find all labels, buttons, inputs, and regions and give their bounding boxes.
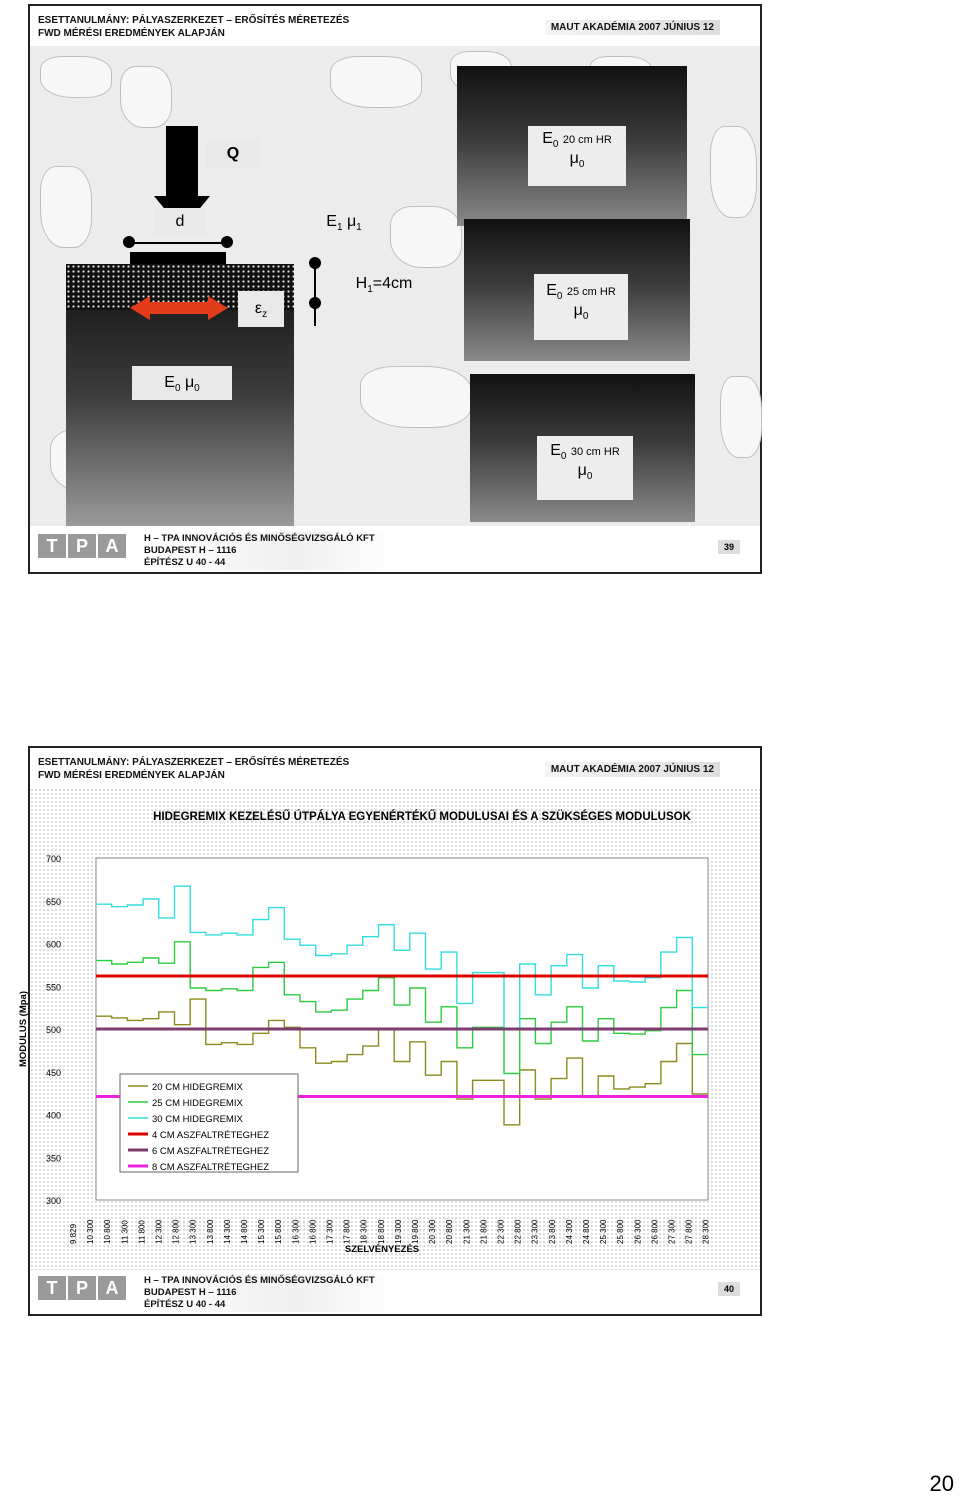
x-tick-label: 25 800 [616,1219,626,1244]
box-20cm-text: 20 cm HR [562,134,612,146]
y-tick-label: 700 [46,854,62,864]
e0-sub: 0 [174,383,181,395]
x-tick-label: 11 800 [137,1220,147,1244]
legend-label: 8 CM ASZFALTRÉTEGHEZ [152,1162,270,1173]
e1-sub: 1 [336,222,343,234]
e0-text: E [164,374,175,391]
x-tick-label: 18 300 [359,1219,369,1244]
x-tick-label: 9 829 [69,1223,78,1244]
logo-letter: A [98,534,126,558]
x-tick-label: 16 800 [308,1219,318,1244]
stone-texture [120,66,172,128]
stone-texture [330,56,422,108]
slide-page-number: 40 [718,1282,740,1296]
tpa-logo [38,534,126,558]
x-tick-label: 27 800 [684,1219,694,1244]
sheet-page-number: 20 [929,1471,954,1496]
box-25cm-text: 25 cm HR [566,286,616,298]
thickness-dot [309,257,321,269]
header-date: MAUT AKADÉMIA 2007 JÚNIUS 12 [545,762,720,777]
x-tick-label: 10 300 [86,1219,96,1244]
footer-address [140,1274,398,1312]
y-tick-label: 550 [46,982,62,993]
x-tick-label: 22 300 [496,1219,506,1244]
x-tick-label: 10 800 [103,1219,113,1244]
box-25cm-mu [534,302,628,322]
load-plate [130,252,226,264]
arrow-right-icon [208,296,228,320]
h1-value: =4cm [372,275,413,292]
label-e1-mu1 [312,208,376,236]
label-q [206,140,260,168]
plate-dot [123,236,135,248]
mu0-sub: 0 [194,383,200,395]
header-title [38,756,349,782]
x-tick-label: 23 800 [547,1219,557,1244]
header-title [38,14,349,40]
y-tick-label: 650 [46,896,62,907]
footer-line-1: H – TPA INNOVÁCIÓS ÉS MINŐSÉGVIZSGÁLÓ KFT [144,1275,375,1286]
header-line-2: FWD MÉRÉSI EREDMÉNYEK ALAPJÁN [38,770,225,781]
y-axis-label: MODULUS (Mpa) [18,991,29,1067]
box-25cm-mu0-sub: 0 [582,311,589,323]
x-tick-label: 17 800 [342,1219,352,1244]
footer-address [140,532,398,570]
box-30cm-e0: E [550,442,561,459]
mu1-text: μ [346,213,357,230]
x-tick-label: 18 800 [376,1219,386,1244]
eps-text: ε [254,300,263,317]
stone-texture [360,366,472,428]
footer-line-2: BUDAPEST H – 1116 [144,545,237,556]
pavement-diagram [30,46,760,526]
footer-line-1: H – TPA INNOVÁCIÓS ÉS MINŐSÉGVIZSGÁLÓ KFT [144,533,375,544]
label-h1 [344,272,424,296]
x-tick-label: 12 800 [171,1219,181,1244]
box-25cm-mu0: μ [573,302,583,320]
x-tick-label: 11 300 [120,1220,130,1244]
box-20cm [528,126,626,186]
tpa-logo [38,1276,126,1300]
thickness-line [314,262,316,326]
stone-texture [710,126,757,218]
box-30cm [537,436,633,500]
x-tick-label: 25 300 [599,1219,609,1244]
x-tick-label: 16 300 [291,1219,301,1244]
x-tick-label: 26 800 [650,1219,660,1244]
footer-line-2: BUDAPEST H – 1116 [144,1287,237,1298]
y-tick-label: 400 [46,1110,62,1121]
modulus-chart [18,788,760,1270]
h1-sub: 1 [367,284,373,296]
box-20cm-mu [528,150,626,170]
e1-text: E [326,213,337,230]
header-line-2: FWD MÉRÉSI EREDMÉNYEK ALAPJÁN [38,28,225,39]
footer-line-3: ÉPÍTÉSZ U 40 - 44 [144,1299,226,1310]
stone-texture [40,56,112,98]
footer-line-3: ÉPÍTÉSZ U 40 - 44 [144,557,226,568]
y-tick-label: 350 [46,1153,62,1164]
box-20cm-mu0: μ [569,150,579,168]
chart-area [18,788,760,1270]
box-20cm-mu0-sub: 0 [578,159,585,171]
x-tick-label: 19 800 [411,1219,420,1244]
y-tick-label: 300 [46,1196,62,1206]
stone-texture [390,206,462,268]
legend-label: 6 CM ASZFALTRÉTEGHEZ [152,1146,270,1157]
slide-40 [18,746,762,1316]
stone-texture [40,166,92,248]
mu1-sub: 1 [356,222,362,234]
header-line-1: ESETTANULMÁNY: PÁLYASZERKEZET – ERŐSÍTÉS MÉRETEZÉS [38,757,350,768]
label-eps [238,291,284,327]
box-25cm-e0: E [546,282,557,299]
x-tick-label: 13 300 [188,1219,198,1244]
stone-texture [720,376,762,458]
x-tick-label: 14 300 [222,1219,232,1244]
slide-header [30,6,760,46]
y-tick-label: 600 [46,939,62,950]
box-30cm-mu [537,462,633,482]
x-tick-label: 24 800 [582,1219,591,1244]
x-tick-label: 27 300 [667,1219,677,1244]
box-30cm-e [537,442,633,462]
mu0-text: μ [184,374,195,391]
thickness-dot [309,297,321,309]
x-tick-label: 20 300 [428,1219,438,1244]
d-text: d [175,213,185,230]
box-30cm-e0-sub: 0 [560,451,567,463]
x-tick-label: 23 300 [530,1219,540,1244]
logo-letter: P [68,534,96,558]
y-tick-label: 450 [46,1067,62,1078]
slide-footer [30,526,760,572]
box-25cm [534,274,628,340]
logo-letter: T [38,534,66,558]
x-tick-label: 17 300 [325,1219,335,1244]
x-tick-label: 12 300 [154,1219,164,1244]
legend-label: 25 CM HIDEGREMIX [152,1098,243,1109]
box-30cm-mu0: μ [577,462,587,480]
load-arrow-shaft [166,126,198,196]
x-tick-label: 21 800 [479,1219,489,1244]
slide-page-number: 39 [718,540,740,554]
x-tick-label: 14 800 [240,1219,249,1244]
box-25cm-e [534,282,628,302]
slide-header [30,748,760,788]
y-tick-label: 500 [46,1025,62,1035]
logo-letter: T [38,1276,66,1300]
box-20cm-e0-sub: 0 [552,139,559,151]
label-e0-mu0 [132,366,232,400]
slide-39 [28,4,762,574]
x-tick-label: 13 800 [205,1219,215,1244]
x-tick-label: 21 300 [462,1219,472,1244]
legend-label: 4 CM ASZFALTRÉTEGHEZ [152,1130,270,1141]
box-20cm-e [528,130,626,150]
q-text: Q [226,145,240,162]
h1-text: H [355,275,368,292]
box-20cm-e0: E [542,130,553,147]
box-30cm-mu0-sub: 0 [586,471,593,483]
plate-line [130,242,230,244]
legend-label: 20 CM HIDEGREMIX [152,1082,243,1093]
header-date: MAUT AKADÉMIA 2007 JÚNIUS 12 [545,20,720,35]
arrow-left-icon [130,296,150,320]
x-tick-label: 26 300 [633,1219,643,1244]
x-tick-label: 15 800 [274,1219,284,1244]
x-tick-label: 20 800 [445,1219,455,1244]
x-tick-label: 15 300 [257,1219,267,1244]
chart-title: HIDEGREMIX KEZELÉSŰ ÚTPÁLYA EGYENÉRTÉKŰ MODULUSAI ÉS A SZÜKSÉGES MODULUSOK [153,811,691,823]
box-25cm-e0-sub: 0 [556,291,563,303]
logo-letter: P [68,1276,96,1300]
x-axis-label: SZELVÉNYEZÉS [344,1244,420,1255]
slide-footer [30,1268,760,1314]
legend-label: 30 CM HIDEGREMIX [152,1114,243,1125]
plate-dot [221,236,233,248]
strain-arrow-shaft [148,302,210,314]
label-d [154,208,206,236]
x-tick-label: 24 300 [564,1219,574,1244]
logo-letter: A [98,1276,126,1300]
x-tick-label: 22 800 [513,1219,523,1244]
header-line-1: ESETTANULMÁNY: PÁLYASZERKEZET – ERŐSÍTÉS MÉRETEZÉS [38,15,350,26]
x-tick-label: 19 300 [393,1219,403,1244]
box-30cm-text: 30 cm HR [570,446,620,458]
x-tick-label: 28 300 [701,1219,711,1244]
eps-sub: z [262,309,268,321]
